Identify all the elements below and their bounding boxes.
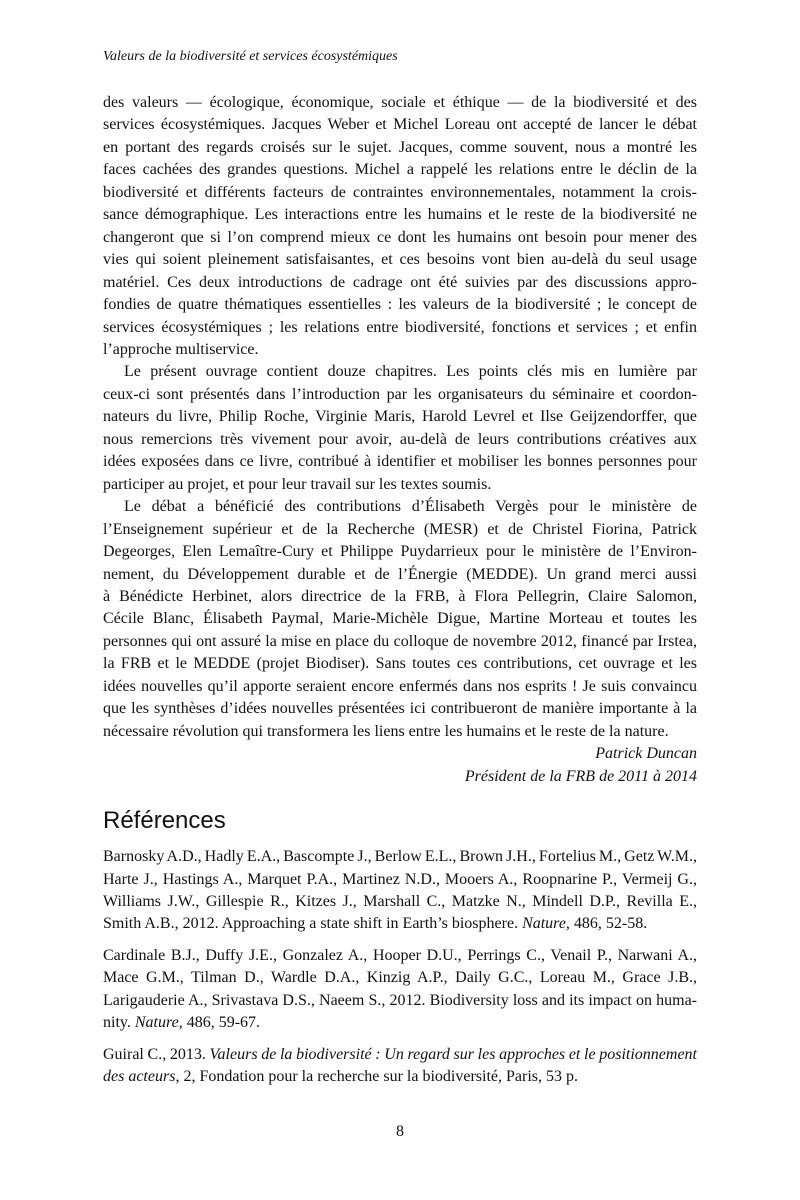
- text-line: Degeorges, Elen Lemaître-Cury et Philippe Puydarrieux pour le ministère de l’Environ-: [103, 543, 697, 561]
- text-line: participer au projet, et pour leur travail sur les textes soumis.: [103, 475, 492, 493]
- text-line: nécessaire révolution qui transformera les liens entre les humains et le reste de la nature.: [103, 722, 669, 740]
- italic-text: des acteurs: [103, 1068, 176, 1086]
- text-line: changeront que si l’on comprend mieux ce dont les humains ont besoin pour mener des: [103, 228, 697, 246]
- paragraph: [103, 496, 697, 743]
- body-text: [103, 92, 697, 788]
- page-column: [103, 92, 697, 1098]
- reference-entry: [103, 846, 697, 936]
- text-line: à Bénédicte Herbinet, alors directrice de la FRB, à Flora Pellegrin, Claire Salomon,: [103, 587, 697, 605]
- text-line: que les synthèses d’idées nouvelles présentées ici contribueront de manière importante à la: [103, 700, 697, 718]
- text: Smith A.B., 2012. Approaching a state shift in Earth’s biosphere.: [103, 915, 523, 933]
- text-line: Cécile Blanc, Élisabeth Paymal, Marie-Michèle Digue, Martine Morteau et toutes les: [103, 610, 697, 628]
- text: Williams J.W., Gillespie R., Kitzes J., Marshall C., Matzke N., Mindell D.P., Revilla E.,: [103, 892, 697, 910]
- text-line: biodiversité et différents facteurs de contraintes environnementales, notamment la crois-: [103, 183, 697, 201]
- text-line: matériel. Ces deux introductions de cadrage ont été suivies par des discussions appro-: [103, 273, 697, 291]
- text-line: en portant des regards croisés sur le sujet. Jacques, comme souvent, nous a montré les: [103, 138, 697, 156]
- text-line: ceux-ci sont présentés dans l’introduction par les organisateurs du séminaire et coordon-: [103, 385, 697, 403]
- text: Cardinale B.J., Duffy J.E., Gonzalez A., Hooper D.U., Perrings C., Venail P., Narwani A.,: [103, 946, 697, 964]
- text: Harte J., Hastings A., Marquet P.A., Martinez N.D., Mooers A., Roopnarine P., Vermeij G.,: [103, 870, 697, 888]
- text-line: l’Enseignement supérieur et de la Recherche (MESR) et de Christel Fiorina, Patrick: [103, 520, 697, 538]
- page-number: 8: [396, 1123, 404, 1140]
- text-line: l’approche multiservice.: [103, 340, 259, 358]
- references-list: [103, 846, 697, 1089]
- paragraph: [103, 361, 697, 496]
- italic-text: Nature: [134, 1014, 179, 1032]
- text-line: Le débat a bénéficié des contributions d’Élisabeth Vergès pour le ministère de: [124, 498, 697, 516]
- text: Larigauderie A., Srivastava D.S., Naeem S., 2012. Biodiversity loss and its impact on huma-: [103, 991, 697, 1009]
- text: Mace G.M., Tilman D., Wardle D.A., Kinzig A.P., Daily G.C., Loreau M., Grace J.B.,: [103, 969, 697, 987]
- reference-line: [103, 913, 697, 935]
- text-line: des valeurs — écologique, économique, sociale et éthique — de la biodiversité et des: [103, 94, 697, 111]
- text-line: nateurs du livre, Philip Roche, Virginie Maris, Harold Levrel et Ilse Geijzendorffer, que: [103, 408, 697, 426]
- reference-line: [103, 967, 697, 989]
- italic-text: Valeurs de la biodiversité : Un regard sur les approches et le positionnement: [209, 1045, 698, 1063]
- reference-line: [103, 1066, 697, 1088]
- references-heading: Références: [103, 807, 226, 835]
- paragraphs: [103, 92, 697, 743]
- reference-line: [103, 1044, 697, 1066]
- reference-line: [103, 945, 697, 967]
- reference-line: [103, 869, 697, 891]
- reference-line: [103, 990, 697, 1012]
- text: nity.: [103, 1014, 135, 1032]
- reference-line: [103, 846, 697, 868]
- text-line: faces cachées des grandes questions. Michel a rappelé les relations entre le déclin de la: [103, 161, 697, 179]
- reference-entry: [103, 1044, 697, 1089]
- text-line: idées exposées dans ce livre, contribué à identifier et mobiliser les bonnes personnes pour: [103, 453, 697, 471]
- text-line: fondies de quatre thématiques essentielles : les valeurs de la biodiversité ; le concept de: [103, 296, 697, 314]
- text-line: vies qui soient pleinement satisfaisantes, et ces besoins vont bien au-delà du seul usage: [103, 251, 697, 269]
- text-line: la FRB et le MEDDE (projet Biodiser). Sans toutes ces contributions, cet ouvrage et les: [103, 655, 697, 673]
- text: Barnosky A.D., Hadly E.A., Bascompte J., Berlow E.L., Brown J.H., Fortelius M., Getz W.M.,: [103, 848, 697, 866]
- running-head: Valeurs de la biodiversité et services écosystémiques: [103, 49, 398, 64]
- text: , 486, 59-67.: [178, 1014, 261, 1032]
- text-line: nous remercions très vivement pour avoir, au-delà de leurs contributions créatives aux: [103, 430, 697, 448]
- reference-entry: [103, 945, 697, 1035]
- signature-name: Patrick Duncan: [595, 745, 697, 763]
- paragraph: [103, 92, 697, 361]
- italic-text: Nature: [522, 915, 566, 933]
- text-line: sance démographique. Les interactions entre les humains et le reste de la biodiversité ne: [103, 206, 697, 224]
- text: , 486, 52-58.: [565, 915, 648, 933]
- text-line: idées nouvelles qu’il apporte seraient encore enfermés dans nos esprits ! Je suis convaincu: [103, 677, 697, 695]
- text: , 2, Fondation pour la recherche sur la biodiversité, Paris, 53 p.: [175, 1068, 579, 1086]
- text-line: nement, du Développement durable et de l’Énergie (MEDDE). Un grand merci aussi: [103, 565, 697, 583]
- text-line: services écosystémiques ; les relations entre biodiversité, fonctions et services ; et enfin: [103, 318, 697, 336]
- text-line: personnes qui ont assuré la mise en place du colloque de novembre 2012, financé par Irstea,: [103, 632, 697, 650]
- text: Guiral C., 2013.: [103, 1045, 210, 1063]
- text-line: Le présent ouvrage contient douze chapitres. Les points clés mis en lumière par: [124, 363, 697, 381]
- signature-role: Président de la FRB de 2011 à 2014: [464, 767, 697, 785]
- reference-line: [103, 1012, 697, 1034]
- text-line: services écosystémiques. Jacques Weber et Michel Loreau ont accepté de lancer le débat: [103, 116, 697, 134]
- reference-line: [103, 891, 697, 913]
